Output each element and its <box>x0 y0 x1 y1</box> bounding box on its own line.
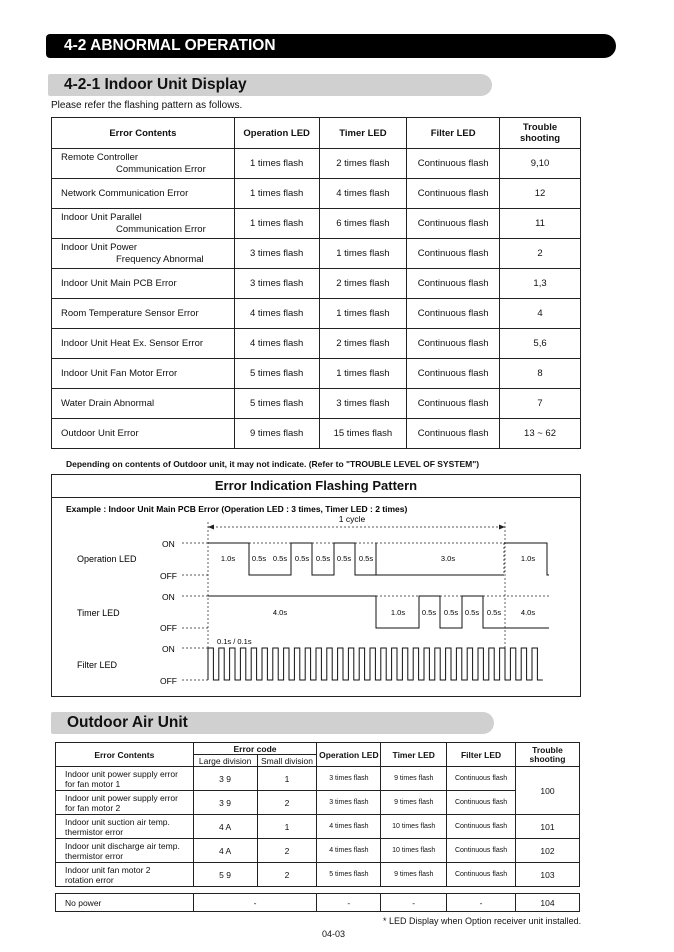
col-error-contents: Error Contents <box>56 743 194 767</box>
error-contents: Network Communication Error <box>52 179 235 209</box>
error-contents: Indoor unit discharge air temp. thermistor error <box>56 839 194 863</box>
col-operation-led: Operation LED <box>234 118 319 149</box>
error-contents: Room Temperature Sensor Error <box>52 299 235 329</box>
error-contents: Indoor Unit Fan Motor Error <box>52 359 235 389</box>
op-duration: 0.5s <box>315 554 331 563</box>
col-small-division: Small division <box>257 755 317 767</box>
table-row <box>52 329 581 359</box>
outdoor-note: Depending on contents of Outdoor unit, it may not indicate. (Refer to "TROUBLE LEVEL OF SYSTEM") <box>66 459 480 469</box>
timer-led: 2 times flash <box>319 329 407 359</box>
operation-led: 3 times flash <box>234 239 319 269</box>
timer-reference-dashes <box>182 596 208 628</box>
trouble-shooting: 101 <box>516 815 580 839</box>
table-row <box>52 149 581 179</box>
timer-on-label: ON <box>162 592 175 602</box>
trouble-shooting: 11 <box>500 209 581 239</box>
table-header-row <box>52 118 581 149</box>
operation-led-label: Operation LED <box>77 554 137 564</box>
timer-led: 9 times flash <box>381 767 447 791</box>
small-division: 2 <box>257 863 317 887</box>
table-row <box>52 239 581 269</box>
filter-led: Continuous flash <box>407 149 500 179</box>
timer-led: 4 times flash <box>319 179 407 209</box>
error-contents: Indoor Unit Main PCB Error <box>52 269 235 299</box>
large-division: 3 9 <box>193 767 257 791</box>
spacer-cell <box>56 887 580 894</box>
intro-text: Please refer the flashing pattern as follows. <box>51 100 243 111</box>
col-filter-led: Filter LED <box>407 118 500 149</box>
trouble-shooting: 13 ~ 62 <box>500 419 581 449</box>
small-division: 2 <box>257 791 317 815</box>
large-division: 4 A <box>193 839 257 863</box>
table-row <box>52 359 581 389</box>
filter-led: Continuous flash <box>447 863 516 887</box>
table-row <box>56 839 580 863</box>
small-division: 2 <box>257 839 317 863</box>
op-duration: 1.0s <box>520 554 536 563</box>
operation-led: 4 times flash <box>234 299 319 329</box>
timer-led: 9 times flash <box>381 863 447 887</box>
operation-led: 4 times flash <box>317 815 381 839</box>
section-title: 4-2 ABNORMAL OPERATION <box>46 34 616 58</box>
filter-duration: 0.1s / 0.1s <box>217 637 252 646</box>
outdoor-air-unit-subtitle: Outdoor Air Unit <box>51 712 494 734</box>
operation-led: 5 times flash <box>234 359 319 389</box>
table-row <box>52 179 581 209</box>
op-off-label: OFF <box>160 571 177 581</box>
col-timer-led: Timer LED <box>381 743 447 767</box>
table-row <box>52 269 581 299</box>
timer-led: 2 times flash <box>319 149 407 179</box>
indoor-led-table <box>51 117 581 449</box>
filter-on-label: ON <box>162 644 175 654</box>
filter-led: Continuous flash <box>447 767 516 791</box>
trouble-shooting: 2 <box>500 239 581 269</box>
trouble-shooting: 1,3 <box>500 269 581 299</box>
table-row <box>56 791 580 815</box>
col-operation-led: Operation LED <box>317 743 381 767</box>
operation-led: 1 times flash <box>234 179 319 209</box>
filter-led: Continuous flash <box>407 389 500 419</box>
trouble-shooting: 5,6 <box>500 329 581 359</box>
filter-led: Continuous flash <box>407 269 500 299</box>
flashing-pattern-diagram <box>52 498 580 697</box>
timer-led: 6 times flash <box>319 209 407 239</box>
large-division: 4 A <box>193 815 257 839</box>
timer-led: 15 times flash <box>319 419 407 449</box>
filter-led: Continuous flash <box>407 239 500 269</box>
small-division: 1 <box>257 767 317 791</box>
timer-led: 2 times flash <box>319 269 407 299</box>
table-row <box>52 389 581 419</box>
table-row <box>56 815 580 839</box>
operation-led: 9 times flash <box>234 419 319 449</box>
filter-off-label: OFF <box>160 676 177 686</box>
operation-led: 3 times flash <box>317 767 381 791</box>
timer-duration: 0.5s <box>464 608 480 617</box>
pattern-title: Error Indication Flashing Pattern <box>52 475 580 498</box>
error-contents: Indoor Unit Parallel Communication Error <box>52 209 235 239</box>
op-duration: 0.5s <box>294 554 310 563</box>
op-duration: 0.5s <box>251 554 267 563</box>
filter-waveform <box>208 648 543 680</box>
filter-reference-dashes <box>182 648 208 680</box>
error-contents: Indoor Unit Power Frequency Abnormal <box>52 239 235 269</box>
operation-led: 1 times flash <box>234 149 319 179</box>
error-contents: Indoor unit power supply error for fan motor 2 <box>56 791 194 815</box>
operation-led: 4 times flash <box>317 839 381 863</box>
cycle-label: 1 cycle <box>338 514 366 524</box>
timer-duration: 0.5s <box>486 608 502 617</box>
trouble-shooting: 7 <box>500 389 581 419</box>
operation-led: 4 times flash <box>234 329 319 359</box>
operation-led: 3 times flash <box>234 269 319 299</box>
cycle-arrow-left <box>208 525 214 530</box>
op-duration: 3.0s <box>440 554 456 563</box>
col-trouble-shooting: Trouble shooting <box>516 743 580 767</box>
error-contents: Remote Controller Communication Error <box>52 149 235 179</box>
col-large-division: Large division <box>193 755 257 767</box>
table-row <box>56 767 580 791</box>
table-row <box>52 299 581 329</box>
timer-duration: 0.5s <box>421 608 437 617</box>
error-contents: Indoor unit suction air temp. thermistor error <box>56 815 194 839</box>
flashing-pattern-box <box>51 474 581 697</box>
outdoor-led-table <box>55 742 580 912</box>
large-division: 3 9 <box>193 791 257 815</box>
error-contents: Indoor Unit Heat Ex. Sensor Error <box>52 329 235 359</box>
operation-led: - <box>317 894 381 912</box>
error-contents: Outdoor Unit Error <box>52 419 235 449</box>
table-row <box>52 209 581 239</box>
table-header-row <box>56 743 580 755</box>
filter-led-label: Filter LED <box>77 660 118 670</box>
col-trouble-shooting: Trouble shooting <box>500 118 581 149</box>
filter-led: Continuous flash <box>407 299 500 329</box>
filter-led: Continuous flash <box>447 815 516 839</box>
small-division: 1 <box>257 815 317 839</box>
timer-led: 1 times flash <box>319 359 407 389</box>
timer-led: 9 times flash <box>381 791 447 815</box>
footnote: * LED Display when Option receiver unit installed. <box>383 916 582 926</box>
timer-off-label: OFF <box>160 623 177 633</box>
spacer-row <box>56 887 580 894</box>
timer-led: 1 times flash <box>319 239 407 269</box>
filter-led: Continuous flash <box>407 209 500 239</box>
operation-led: 3 times flash <box>317 791 381 815</box>
operation-led: 5 times flash <box>317 863 381 887</box>
timer-led: 10 times flash <box>381 839 447 863</box>
timer-duration: 0.5s <box>443 608 459 617</box>
error-contents: Indoor unit fan motor 2 rotation error <box>56 863 194 887</box>
error-contents: Indoor unit power supply error for fan motor 1 <box>56 767 194 791</box>
trouble-shooting: 102 <box>516 839 580 863</box>
timer-duration: 1.0s <box>390 608 406 617</box>
trouble-shooting: 104 <box>516 894 580 912</box>
trouble-shooting: 4 <box>500 299 581 329</box>
filter-led: Continuous flash <box>447 839 516 863</box>
col-filter-led: Filter LED <box>447 743 516 767</box>
timer-duration: 4.0s <box>520 608 536 617</box>
op-duration: 1.0s <box>220 554 236 563</box>
op-duration: 0.5s <box>358 554 374 563</box>
op-reference-dashes <box>182 543 208 575</box>
trouble-shooting: 12 <box>500 179 581 209</box>
filter-led: - <box>447 894 516 912</box>
op-on-label: ON <box>162 539 175 549</box>
filter-led: Continuous flash <box>447 791 516 815</box>
trouble-shooting: 8 <box>500 359 581 389</box>
timer-led-label: Timer LED <box>77 608 120 618</box>
large-division: 5 9 <box>193 863 257 887</box>
table-row <box>56 863 580 887</box>
page-number: 04-03 <box>322 929 346 939</box>
error-contents: No power <box>56 894 194 912</box>
operation-led: 1 times flash <box>234 209 319 239</box>
op-duration: 0.5s <box>272 554 288 563</box>
trouble-shooting: 100 <box>516 767 580 815</box>
indoor-unit-subtitle: 4-2-1 Indoor Unit Display <box>48 74 492 96</box>
table-row <box>52 419 581 449</box>
timer-duration: 4.0s <box>272 608 288 617</box>
col-timer-led: Timer LED <box>319 118 407 149</box>
pattern-example: Example : Indoor Unit Main PCB Error (Operation LED : 3 times, Timer LED : 2 times) <box>66 504 408 514</box>
timer-led: 10 times flash <box>381 815 447 839</box>
timer-led: - <box>381 894 447 912</box>
operation-led: 5 times flash <box>234 389 319 419</box>
error-code: - <box>193 894 317 912</box>
error-contents: Water Drain Abnormal <box>52 389 235 419</box>
filter-led: Continuous flash <box>407 179 500 209</box>
filter-led: Continuous flash <box>407 329 500 359</box>
timer-led: 1 times flash <box>319 299 407 329</box>
filter-led: Continuous flash <box>407 419 500 449</box>
timer-led: 3 times flash <box>319 389 407 419</box>
col-error-contents: Error Contents <box>52 118 235 149</box>
trouble-shooting: 103 <box>516 863 580 887</box>
filter-led: Continuous flash <box>407 359 500 389</box>
table-row <box>56 894 580 912</box>
cycle-arrow-right <box>499 525 505 530</box>
trouble-shooting: 9,10 <box>500 149 581 179</box>
op-duration: 0.5s <box>336 554 352 563</box>
col-error-code: Error code <box>193 743 317 755</box>
